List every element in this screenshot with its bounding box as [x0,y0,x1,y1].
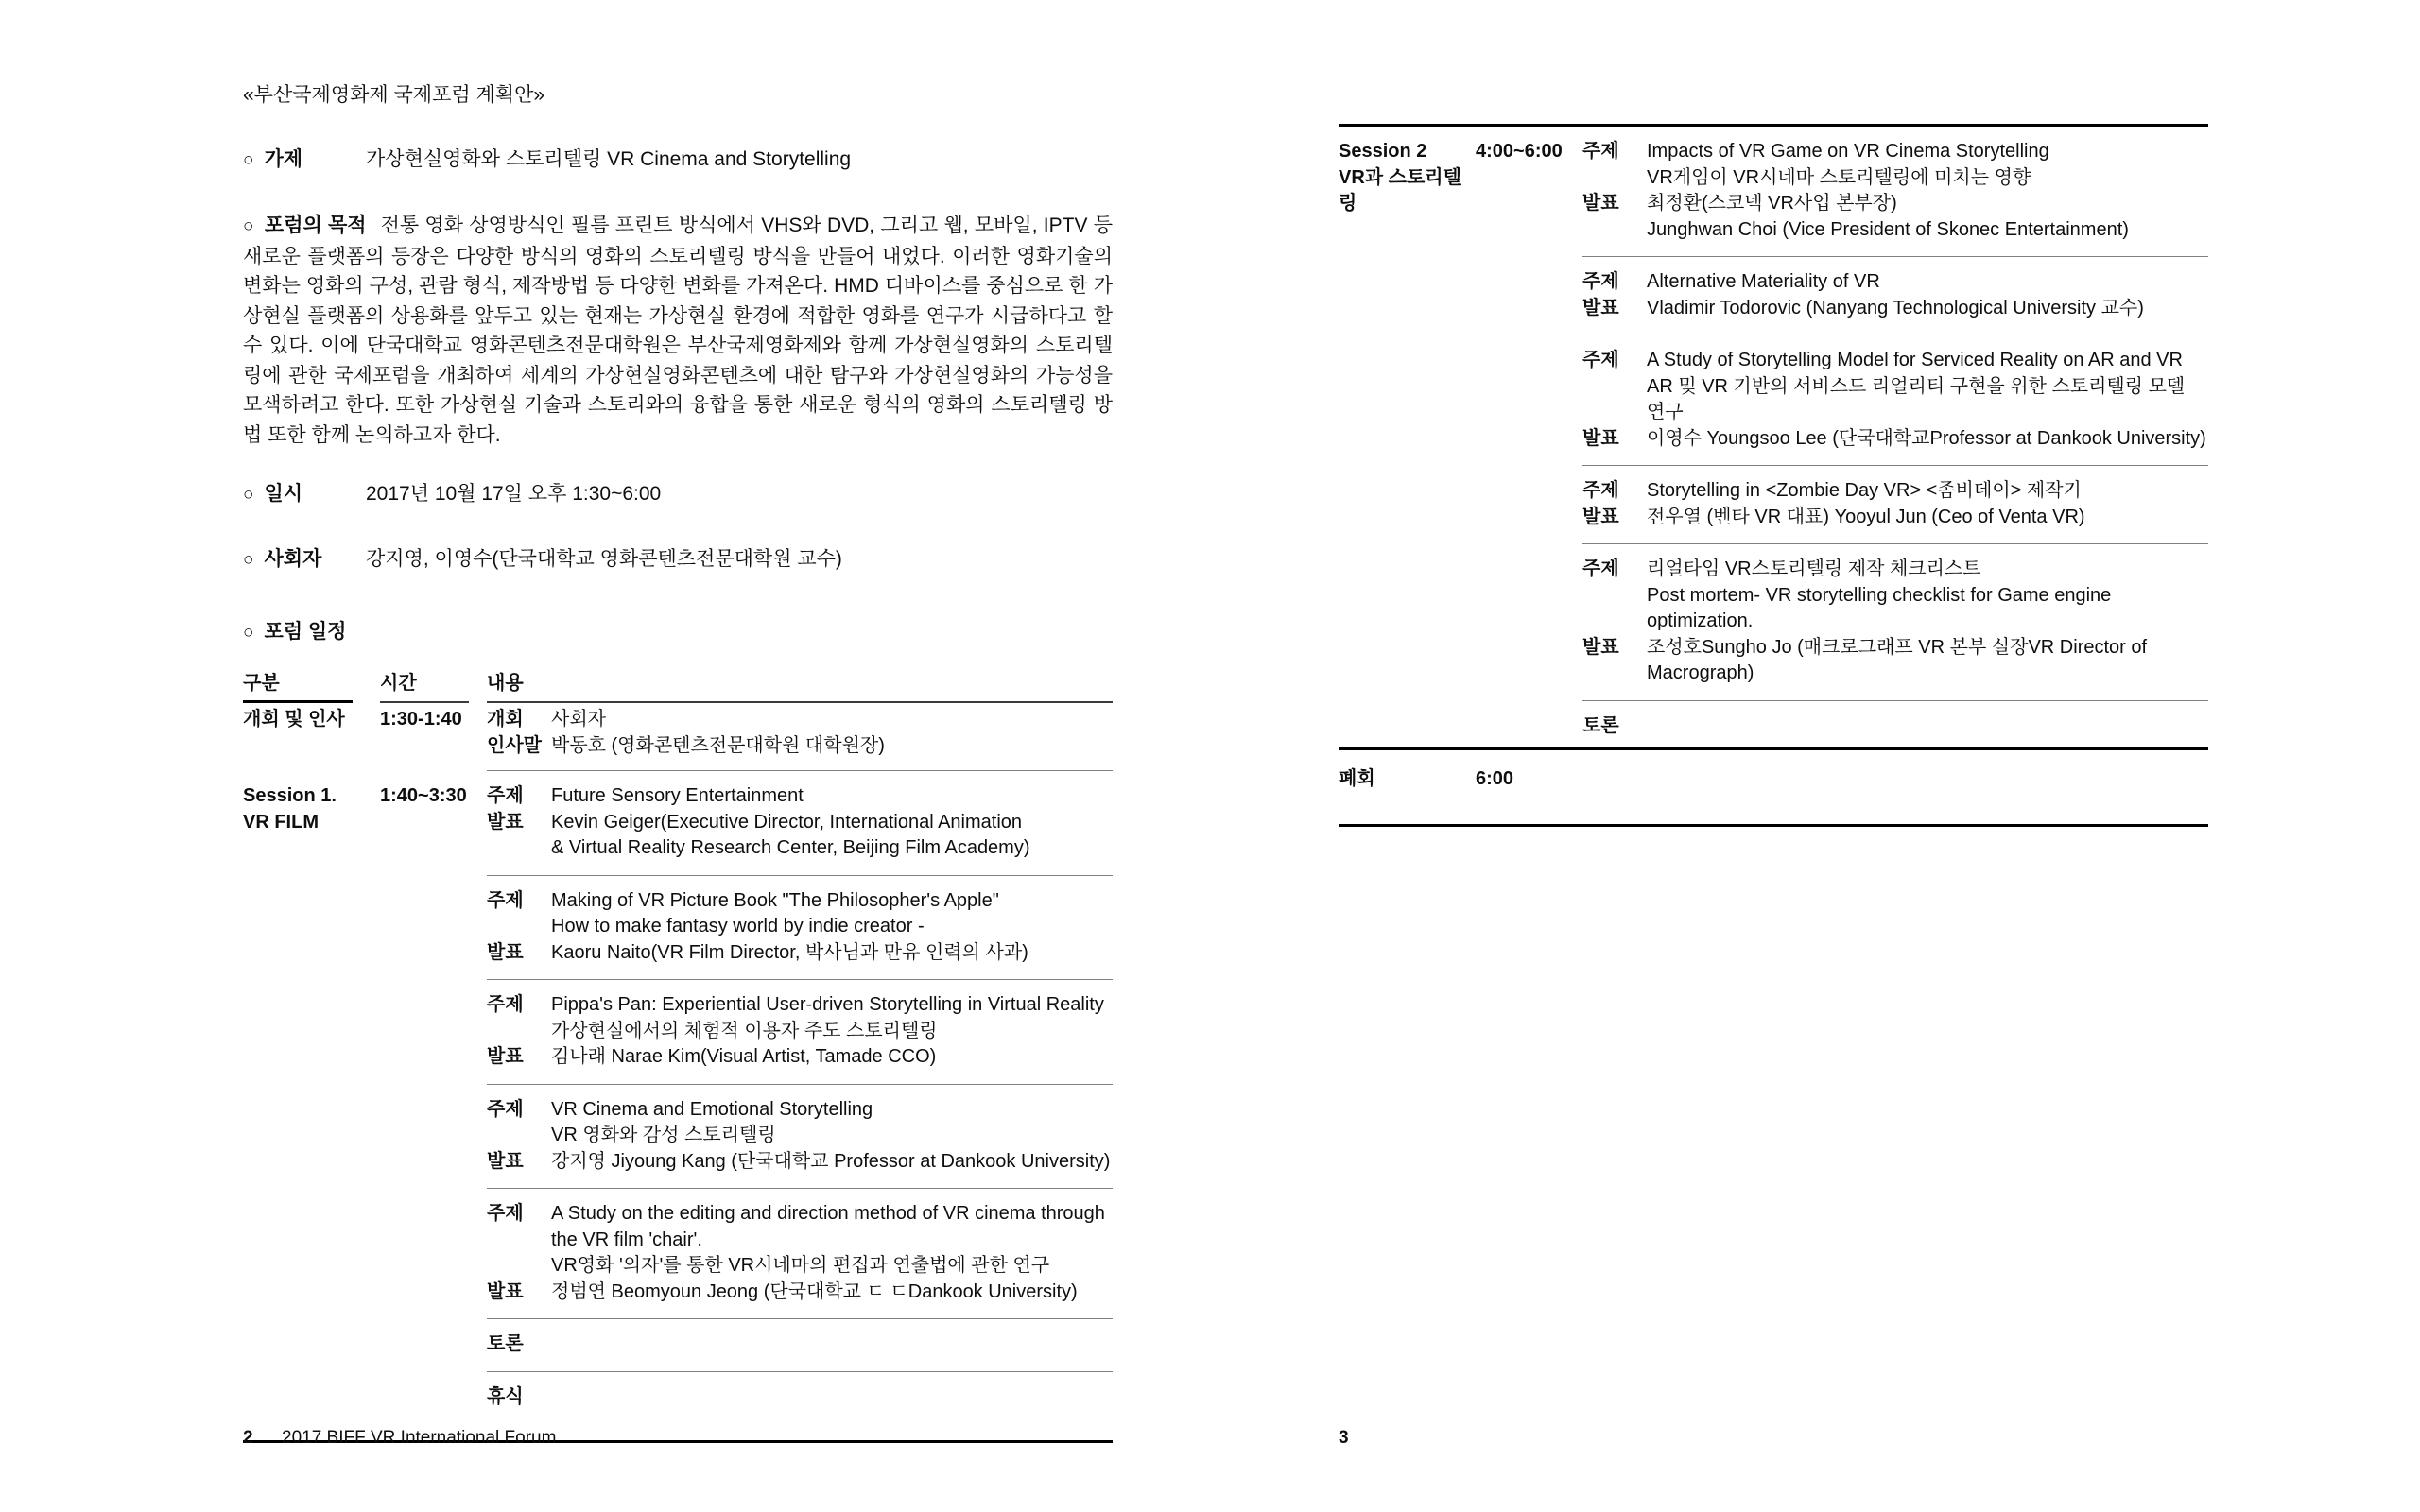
session-name: Session 2 [1339,141,1427,162]
topic-line: 가상현실에서의 체험적 이용자 주도 스토리텔링 [551,1020,938,1041]
topic-row [487,783,1113,810]
topic-line: 리얼타임 VR스토리텔링 제작 체크리스트 [1647,558,1981,579]
field-date [243,482,1113,507]
speaker-line: 이영수 Youngsoo Lee (단국대학교Professor at Dankook University) [1647,427,2206,449]
item-label: 개회 [487,709,524,730]
row-content [487,707,1113,759]
item-text: 사회자 [551,709,606,730]
speaker-line: Vladimir Todorovic (Nanyang Technological University 교수) [1647,297,2144,318]
topic-line: VR 영화와 감성 스토리텔링 [551,1125,776,1145]
speaker-label: 발표 [487,1280,524,1302]
topic-label: 주제 [1582,350,1619,370]
topic-line: How to make fantasy world by indie creator - [551,916,925,936]
topic-line: Post mortem- VR storytelling checklist for Game engine optimization. [1647,584,2112,631]
column-header-content: 내용 [487,673,524,694]
speaker-label: 발표 [1582,297,1619,318]
item-text: 박동호 (영화콘텐츠전문대학원 대학원장) [551,734,885,756]
purpose-label: 포럼의 목적 [264,215,367,236]
field-value: 강지영, 이영수(단국대학교 영화콘텐츠전문대학원 교수) [366,548,842,570]
speaker-label: 발표 [487,811,524,833]
speaker-line: 전우열 (벤타 VR 대표) Yooyul Jun (Ceo of Venta VR) [1647,506,2085,527]
topic-row [1582,139,2208,191]
speaker-row [487,1044,1113,1071]
purpose-text: 전통 영화 상영방식인 필름 프린트 방식에서 VHS와 DVD, 그리고 웹, 모바일, IPTV 등새로운 플랫폼의 등장은 다양한 방식의 영화의 스토리텔링 방식을 만들어 내었다. 이러한 영화기술의 변화는 영화의 구성, 관람 형식, 제작방법 등 다양한 변화를 가져온다. HMD 디바이스를 중심으로 한 가상현실 플랫폼의 상용화를 앞두고 있는 현재는 가상현실 환경에 적합한 영화를 연구가 시급하다고 할 수 있다. 이에 단국대학교 영화콘텐츠전문대학원은 부산국제영화제와 함께 가상현실영화의 스토리텔링에 관한 국제포럼을 개최하여 세계의 가상현실영화콘텐츠에 대한 탐구와 가상현실영화의 가능성을 모색하려고 한다. 또한 가상현실 기술과 스토리와의 융합을 통한 새로운 형식의 영화의 스토리텔링 방법 또한 함께 논의하고자 한다. [243,215,1114,446]
column-header-category: 구분 [243,673,280,694]
field-value: 2017년 10월 17일 오후 1:30~6:00 [366,483,662,505]
discussion-row: 토론 [1582,700,2208,748]
row-time: 1:40~3:30 [380,785,467,806]
speaker-row [1582,426,2208,453]
speaker-row [487,1149,1113,1176]
field-label: 사회자 [264,548,322,570]
topic-line: Making of VR Picture Book "The Philosopher's Apple" [551,889,999,911]
topic-line: Impacts of VR Game on VR Cinema Storytelling [1647,141,2049,162]
header-rule-time [380,701,469,703]
speaker-label: 발표 [1582,193,1619,214]
session-entry [487,1084,1113,1189]
page-right [1339,0,2208,1448]
header-rule-content [487,701,1113,703]
row-category [243,783,377,835]
document-title: «부산국제영화제 국제포럼 계획안» [243,84,545,106]
speaker-row [487,940,1113,967]
row-time: 6:00 [1476,768,1514,789]
speaker-label: 발표 [1582,506,1619,527]
topic-line: A Study of Storytelling Model for Serviced Reality on AR and VR [1647,350,2183,370]
topic-row [1582,478,2208,505]
session-entry [1582,256,2208,335]
row-content [1582,127,2208,700]
item-label: 인사말 [487,734,542,756]
topic-row [1582,557,2208,635]
speaker-label: 발표 [487,941,524,963]
session-entry [487,1188,1113,1318]
page-number: 2 [243,1428,253,1448]
footer-title: 2017 BIFF VR International Forum [282,1428,557,1448]
table-bottom-rule [1339,824,2208,827]
speaker-label: 발표 [487,1046,524,1067]
topic-line: VR게임이 VR시네마 스토리텔링에 미치는 영향 [1647,166,2031,188]
topic-label: 주제 [1582,480,1619,501]
break-row: 휴식 [487,1371,1113,1441]
schedule-heading-label [243,620,366,645]
opening-item [487,733,1113,760]
row-category: 폐회 [1339,768,1375,789]
speaker-line: 김나래 Narae Kim(Visual Artist, Tamade CCO) [551,1046,937,1067]
session-entry [487,771,1113,875]
speaker-row [1582,505,2208,531]
column-header-time: 시간 [380,673,417,694]
topic-label: 주제 [487,785,524,806]
speaker-line: & Virtual Reality Research Center, Beijing Film Academy) [551,837,1030,858]
speaker-row [1582,296,2208,322]
topic-label: 주제 [487,994,524,1015]
topic-line: AR 및 VR 기반의 서비스드 리얼리티 구현을 위한 스토리텔링 모델 연구 [1647,375,2186,422]
header-rule-category [243,700,353,703]
topic-label: 주제 [1582,271,1619,292]
session-entry [487,875,1113,980]
row-content [1582,766,2208,793]
topic-line: Pippa's Pan: Experiential User-driven Storytelling in Virtual Reality [551,994,1104,1015]
row-category: 개회 및 인사 [243,709,345,730]
speaker-line: Kaoru Naito(VR Film Director, 박사님과 만유 인력의 사과) [551,941,1028,963]
topic-label: 주제 [487,1098,524,1120]
field-moderator-label [243,547,366,573]
session-subname: VR FILM [243,811,319,833]
row-category [1339,139,1473,217]
topic-line: VR Cinema and Emotional Storytelling [551,1098,873,1120]
speaker-label: 발표 [1582,636,1619,658]
topic-label: 주제 [1582,141,1619,162]
topic-row [487,992,1113,1044]
field-label: 포럼 일정 [264,621,347,643]
speaker-row [487,1280,1113,1306]
discussion-row: 토론 [487,1318,1113,1371]
field-value: 가상현실영화와 스토리텔링 VR Cinema and Storytelling [366,148,852,170]
speaker-row [487,810,1113,862]
topic-line: Storytelling in <Zombie Day VR> <좀비데이> 제작기 [1647,480,2082,501]
forum-schedule-table [243,671,1113,1443]
topic-row [1582,348,2208,426]
bullet-circle-icon: ○ [243,150,254,170]
field-label: 일시 [264,483,303,505]
session-entry [487,979,1113,1084]
opening-item [487,707,1113,733]
session-entry [1582,543,2208,700]
session-name: Session 1. [243,785,337,806]
topic-line: Alternative Materiality of VR [1647,271,1880,292]
speaker-label: 발표 [487,1150,524,1172]
schedule-heading [243,620,1113,645]
topic-label: 주제 [487,1203,524,1224]
page-left [243,0,1114,1448]
page-footer-right [1339,1427,1377,1450]
speaker-row [1582,191,2208,243]
speaker-line: 최정환(스코넥 VR사업 본부장) [1647,193,1897,214]
row-content [487,771,1113,1318]
speaker-line: 강지영 Jiyoung Kang (단국대학교 Professor at Dankook University) [551,1150,1111,1172]
speaker-line: Kevin Geiger(Executive Director, International Animation [551,811,1023,833]
field-date-label [243,482,366,507]
session-entry [1582,127,2208,256]
topic-line: A Study on the editing and direction method of VR cinema through the VR film 'chair'. [551,1203,1105,1250]
field-label: 가제 [264,148,303,170]
topic-row [487,1097,1113,1149]
forum-purpose-paragraph [243,211,1113,450]
speaker-line: 조성호Sungho Jo (매크로그래프 VR 본부 실장VR Director of Macrograph) [1647,636,2148,683]
bullet-circle-icon: ○ [243,485,254,505]
session-subname: VR과 스토리텔링 [1339,166,1461,214]
row-time: 4:00~6:00 [1476,141,1563,162]
topic-line: VR영화 '의자'를 통한 VR시네마의 편집과 연출법에 관한 연구 [551,1255,1050,1276]
field-working-title [243,147,1113,173]
row-time: 1:30-1:40 [380,709,462,730]
speaker-row [1582,635,2208,687]
topic-row [487,888,1113,940]
bullet-circle-icon: ○ [243,623,254,643]
bullet-circle-icon: ○ [243,550,254,570]
topic-label: 주제 [1582,558,1619,579]
topic-row [487,1201,1113,1280]
speaker-label: 발표 [1582,427,1619,449]
table-row-opening [243,707,1113,770]
table-row-closing [1339,750,2208,824]
session-entry [1582,335,2208,465]
field-working-title-label [243,147,366,173]
session-entry [1582,465,2208,543]
page-number: 3 [1339,1428,1349,1448]
table-header-row [243,671,1113,703]
table-row-session2 [1339,127,2208,700]
topic-label: 주제 [487,889,524,911]
bullet-circle-icon: ○ [243,216,254,236]
page-footer-left [243,1427,556,1450]
topic-line: Future Sensory Entertainment [551,785,804,806]
speaker-line: Junghwan Choi (Vice President of Skonec Entertainment) [1647,218,2129,240]
field-moderator [243,547,1113,573]
topic-row [1582,269,2208,296]
table-row-session1 [243,771,1113,1318]
speaker-line: 정범연 Beomyoun Jeong (단국대학교 ㄷ ㄷDankook University) [551,1280,1078,1302]
